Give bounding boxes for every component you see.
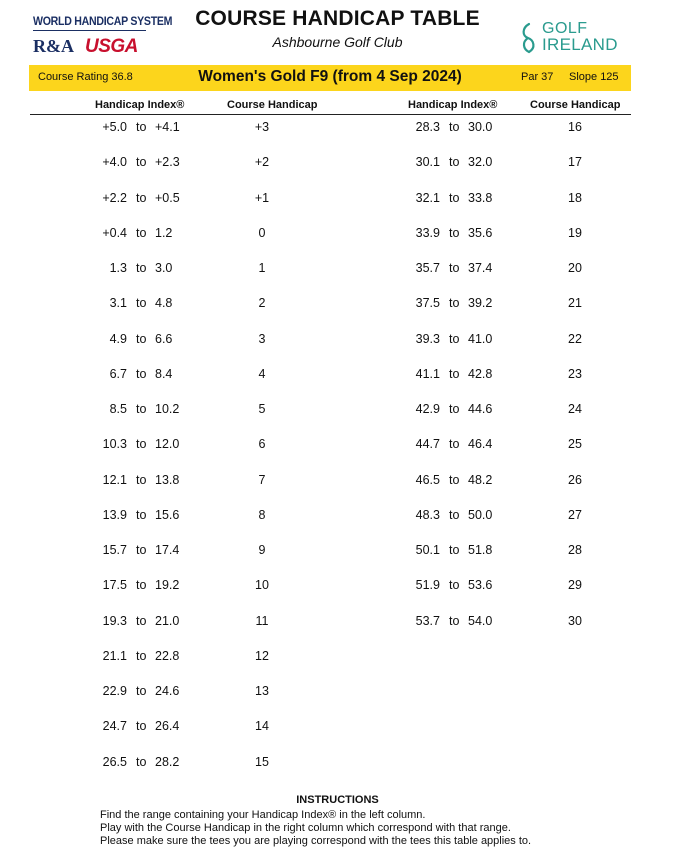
handicap-index-from: 19.3 [102, 614, 127, 628]
column-header-handicap-index-left: Handicap Index® [95, 99, 185, 111]
range-separator: to [449, 296, 460, 310]
handicap-index-from: 32.1 [415, 191, 440, 205]
course-handicap-value: +1 [254, 191, 270, 205]
handicap-index-to: 26.4 [155, 719, 180, 733]
golf-ireland-logo [518, 20, 628, 54]
range-separator: to [449, 191, 460, 205]
handicap-index-to: +2.3 [155, 155, 180, 169]
instructions-title: INSTRUCTIONS [296, 794, 379, 806]
handicap-index-from: 33.9 [415, 226, 440, 240]
range-separator: to [449, 543, 460, 557]
handicap-index-to: +0.5 [155, 191, 180, 205]
range-separator: to [136, 649, 147, 663]
handicap-index-to: 32.0 [468, 155, 493, 169]
range-separator: to [449, 226, 460, 240]
range-separator: to [136, 120, 147, 134]
handicap-index-from: 41.1 [415, 367, 440, 381]
tee-info-band [29, 65, 631, 91]
handicap-index-from: 15.7 [102, 543, 127, 557]
course-handicap-value: 17 [568, 155, 582, 169]
course-handicap-value: 5 [258, 402, 266, 416]
range-separator: to [136, 578, 147, 592]
handicap-index-from: 24.7 [102, 719, 127, 733]
course-handicap-value: 28 [568, 543, 582, 557]
instruction-line: Find the range containing your Handicap Index® in the left column. [100, 809, 426, 821]
range-separator: to [449, 332, 460, 346]
range-separator: to [449, 508, 460, 522]
handicap-index-from: 26.5 [102, 755, 127, 769]
range-separator: to [449, 155, 460, 169]
handicap-index-to: 37.4 [468, 261, 493, 275]
range-separator: to [136, 191, 147, 205]
range-separator: to [449, 402, 460, 416]
handicap-index-from: 12.1 [102, 473, 127, 487]
range-separator: to [136, 473, 147, 487]
club-name: Ashbourne Golf Club [272, 34, 403, 50]
handicap-index-to: 4.8 [155, 296, 173, 310]
handicap-index-from: 10.3 [102, 437, 127, 451]
handicap-index-to: 39.2 [468, 296, 493, 310]
column-header-course-handicap-right: Course Handicap [530, 99, 621, 111]
handicap-index-from: 39.3 [415, 332, 440, 346]
range-separator: to [136, 508, 147, 522]
handicap-index-from: 1.3 [109, 261, 127, 275]
range-separator: to [449, 437, 460, 451]
course-handicap-value: 6 [258, 437, 266, 451]
handicap-index-to: 6.6 [155, 332, 173, 346]
handicap-index-from: +5.0 [102, 120, 127, 134]
range-separator: to [136, 367, 147, 381]
course-handicap-value: 7 [258, 473, 266, 487]
whs-logo-text: WORLD HANDICAP SYSTEM [33, 16, 173, 28]
handicap-index-to: 21.0 [155, 614, 180, 628]
course-handicap-value: 9 [258, 543, 266, 557]
range-separator: to [136, 155, 147, 169]
handicap-index-from: 6.7 [109, 367, 127, 381]
golf-ireland-mark-icon [518, 22, 540, 54]
golf-ireland-logo-line1: GOLF [542, 20, 588, 37]
handicap-index-from: 44.7 [415, 437, 440, 451]
course-handicap-value: 12 [255, 649, 269, 663]
course-handicap-value: 26 [568, 473, 582, 487]
range-separator: to [449, 578, 460, 592]
handicap-index-to: 15.6 [155, 508, 180, 522]
handicap-index-from: 17.5 [102, 578, 127, 592]
range-separator: to [136, 402, 147, 416]
course-handicap-value: 2 [258, 296, 266, 310]
range-separator: to [136, 755, 147, 769]
handicap-index-from: 42.9 [415, 402, 440, 416]
range-separator: to [136, 719, 147, 733]
handicap-index-to: +4.1 [155, 120, 180, 134]
handicap-index-from: +0.4 [102, 226, 127, 240]
course-handicap-value: 14 [255, 719, 269, 733]
course-par: Par 37 [521, 71, 554, 83]
range-separator: to [136, 332, 147, 346]
instruction-line: Play with the Course Handicap in the right column which correspond with that range. [100, 822, 511, 834]
course-handicap-value: 3 [258, 332, 266, 346]
tee-title: Women's Gold F9 (from 4 Sep 2024) [198, 68, 462, 85]
range-separator: to [449, 367, 460, 381]
handicap-index-to: 41.0 [468, 332, 493, 346]
handicap-index-from: 35.7 [415, 261, 440, 275]
page-title: COURSE HANDICAP TABLE [195, 7, 480, 30]
handicap-index-from: +4.0 [102, 155, 127, 169]
handicap-index-from: 28.3 [415, 120, 440, 134]
handicap-index-from: 22.9 [102, 684, 127, 698]
course-handicap-value: 27 [568, 508, 582, 522]
course-handicap-value: 0 [258, 226, 266, 240]
golf-ireland-logo-line2: IRELAND [542, 35, 618, 54]
handicap-index-to: 28.2 [155, 755, 180, 769]
usga-logo-text: USGA [85, 36, 138, 57]
handicap-index-to: 12.0 [155, 437, 180, 451]
range-separator: to [136, 226, 147, 240]
handicap-index-to: 48.2 [468, 473, 493, 487]
handicap-index-to: 35.6 [468, 226, 493, 240]
handicap-index-from: 37.5 [415, 296, 440, 310]
course-handicap-value: 8 [258, 508, 266, 522]
handicap-index-to: 8.4 [155, 367, 173, 381]
handicap-index-to: 13.8 [155, 473, 180, 487]
range-separator: to [449, 614, 460, 628]
handicap-index-to: 44.6 [468, 402, 493, 416]
ra-logo-text: R&A [33, 36, 74, 56]
course-handicap-value: 25 [568, 437, 582, 451]
course-handicap-value: 20 [568, 261, 582, 275]
course-handicap-value: 30 [568, 614, 582, 628]
handicap-index-to: 30.0 [468, 120, 493, 134]
column-header-course-handicap-left: Course Handicap [227, 99, 318, 111]
range-separator: to [449, 473, 460, 487]
handicap-index-to: 10.2 [155, 402, 180, 416]
header-divider [30, 114, 631, 115]
course-handicap-value: +3 [254, 120, 270, 134]
course-handicap-value: 23 [568, 367, 582, 381]
instruction-line: Please make sure the tees you are playing correspond with the tees this table applies to. [100, 835, 532, 847]
course-handicap-value: 13 [255, 684, 269, 698]
handicap-index-from: 13.9 [102, 508, 127, 522]
handicap-index-to: 54.0 [468, 614, 493, 628]
range-separator: to [136, 684, 147, 698]
range-separator: to [136, 261, 147, 275]
range-separator: to [136, 437, 147, 451]
handicap-index-from: 53.7 [415, 614, 440, 628]
range-separator: to [136, 296, 147, 310]
course-handicap-value: 21 [568, 296, 582, 310]
handicap-index-to: 24.6 [155, 684, 180, 698]
slope-rating: Slope 125 [569, 71, 619, 83]
handicap-index-to: 51.8 [468, 543, 493, 557]
course-handicap-value: 24 [568, 402, 582, 416]
course-handicap-value: 4 [258, 367, 266, 381]
course-handicap-value: 16 [568, 120, 582, 134]
handicap-index-from: 3.1 [109, 296, 127, 310]
course-handicap-value: 11 [255, 614, 269, 628]
course-handicap-value: 19 [568, 226, 582, 240]
handicap-index-from: 21.1 [102, 649, 127, 663]
range-separator: to [449, 120, 460, 134]
handicap-index-to: 22.8 [155, 649, 180, 663]
course-handicap-value: +2 [254, 155, 270, 169]
course-handicap-value: 22 [568, 332, 582, 346]
handicap-index-from: +2.2 [102, 191, 127, 205]
range-separator: to [136, 614, 147, 628]
handicap-index-to: 3.0 [155, 261, 173, 275]
handicap-index-from: 50.1 [415, 543, 440, 557]
course-handicap-value: 10 [255, 578, 269, 592]
handicap-index-to: 17.4 [155, 543, 180, 557]
handicap-index-from: 4.9 [109, 332, 127, 346]
handicap-index-to: 46.4 [468, 437, 493, 451]
handicap-index-from: 51.9 [415, 578, 440, 592]
range-separator: to [449, 261, 460, 275]
course-rating: Course Rating 36.8 [38, 71, 133, 83]
handicap-index-from: 30.1 [415, 155, 440, 169]
handicap-index-to: 33.8 [468, 191, 493, 205]
handicap-index-from: 46.5 [415, 473, 440, 487]
handicap-index-to: 53.6 [468, 578, 493, 592]
handicap-index-to: 1.2 [155, 226, 173, 240]
range-separator: to [136, 543, 147, 557]
course-handicap-value: 1 [258, 261, 266, 275]
handicap-index-to: 42.8 [468, 367, 493, 381]
course-handicap-value: 15 [255, 755, 269, 769]
column-header-handicap-index-right: Handicap Index® [408, 99, 498, 111]
handicap-index-from: 8.5 [109, 402, 127, 416]
handicap-index-to: 50.0 [468, 508, 493, 522]
handicap-index-to: 19.2 [155, 578, 180, 592]
course-handicap-value: 29 [568, 578, 582, 592]
course-handicap-value: 18 [568, 191, 582, 205]
handicap-index-from: 48.3 [415, 508, 440, 522]
